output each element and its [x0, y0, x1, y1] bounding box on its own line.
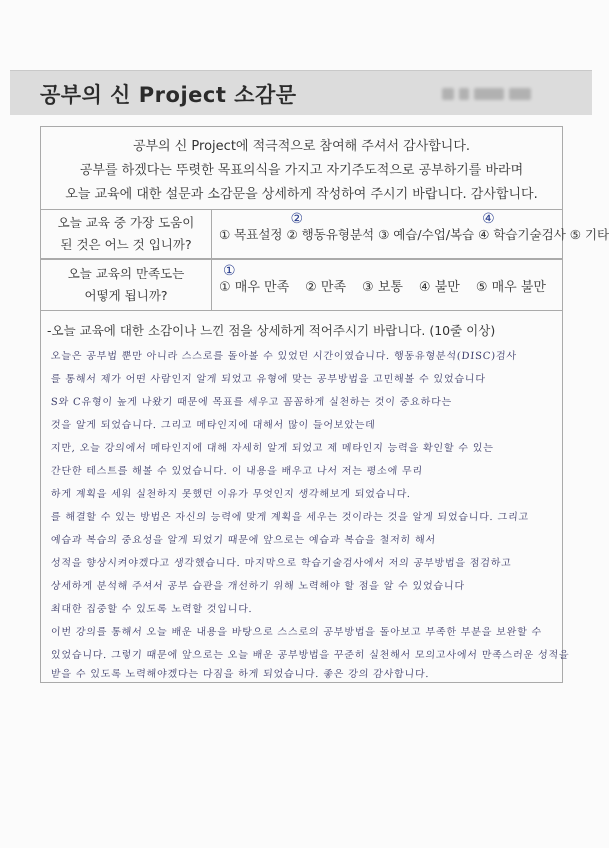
option-dissatisfied[interactable]: ④ 불만: [418, 279, 460, 295]
check-mark: ④: [482, 211, 495, 227]
question-helpful-options: [219, 210, 609, 258]
option-other[interactable]: ⑤ 기타: [569, 227, 609, 242]
redacted-name: [442, 85, 552, 101]
handwritten-line: S와 C유형이 높게 나왔기 때문에 목표를 세우고 꼼꼼하게 실천하는 것이 중요하다는: [50, 397, 453, 408]
option-very-satisfied[interactable]: ① ① 매우 만족: [219, 262, 290, 295]
handwritten-line: 간단한 테스트를 해볼 수 있었습니다. 이 내용을 배우고 나서 저는 평소에 무리: [50, 466, 424, 477]
option-neutral[interactable]: ③ 보통: [362, 279, 403, 295]
comment-heading: -오늘 교육에 대한 소감이나 느낀 점을 상세하게 적어주시기 바랍니다. (10줄 이상): [47, 323, 496, 338]
handwritten-line: 상세하게 분석해 주셔서 공부 습관을 개선하기 위해 노력해야 할 점을 알 수 있었습니다: [50, 581, 466, 592]
handwritten-line: 최대한 집중할 수 있도록 노력할 것입니다.: [50, 604, 253, 615]
check-mark: ①: [223, 262, 236, 279]
question-satisfaction-options: [219, 260, 556, 310]
handwritten-line: 이번 강의를 통해서 오늘 배운 내용을 바탕으로 스스로의 공부방법을 돌아보고 부족한 부분을 보완할 수: [50, 627, 543, 638]
handwritten-line: 지만, 오늘 강의에서 메타인지에 대해 자세히 알게 되었고 제 메타인지 능력을 확인할 수 있는: [50, 443, 494, 454]
option-behavior-analysis[interactable]: ② ② 행동유형분석: [286, 211, 375, 242]
handwritten-line: 성적을 향상시켜야겠다고 생각했습니다. 마지막으로 학습기술검사에서 저의 공부방법을 점검하고: [50, 558, 512, 569]
question-helpful-label: 오늘 교육 중 가장 도움이 된 것은 어느 것 입니까?: [41, 210, 212, 258]
question-helpful: [40, 209, 609, 259]
handwritten-line: 를 해결할 수 있는 방법은 자신의 능력에 맞게 계획을 세우는 것이라는 것을 알게 되었습니다. 그리고: [50, 512, 530, 523]
option-very-dissatisfied[interactable]: ⑤ 매우 불만: [475, 279, 546, 295]
handwritten-line: 하게 계획을 세워 실천하지 못했던 이유가 무엇인지 생각해보게 되었습니다.: [50, 489, 412, 500]
intro-text: [40, 126, 563, 209]
intro-line: 공부를 하겠다는 뚜렷한 목표의식을 가지고 자기주도적으로 공부하기를 바라며: [79, 163, 524, 178]
handwritten-line: 있었습니다. 그렇기 때문에 앞으로는 오늘 배운 공부방법을 꾸준히 실천해서 모의고사에서 만족스러운 성적을: [50, 650, 570, 661]
handwritten-line: 것을 알게 되었습니다. 그리고 메타인지에 대해서 많이 들어보았는데: [50, 420, 376, 431]
question-satisfaction-label: 오늘 교육의 만족도는 어떻게 됩니까?: [41, 260, 212, 310]
handwritten-line: 받을 수 있도록 노력해야겠다는 다짐을 하게 되었습니다. 좋은 강의 감사합니다.: [50, 669, 430, 680]
intro-line: 공부의 신 Project에 적극적으로 참여해 주셔서 감사합니다.: [132, 139, 471, 154]
option-review[interactable]: ③ 예습/수업/복습: [378, 227, 475, 242]
check-mark: ②: [290, 211, 304, 227]
handwritten-line: 를 통해서 제가 어떤 사람인지 알게 되었고 유형에 맞는 공부방법을 고민해볼 수 있었습니다: [50, 374, 487, 385]
header-bar: [10, 70, 592, 115]
option-learning-skill[interactable]: ④ ④ 학습기술검사: [478, 211, 566, 242]
page-title: 공부의 신 Project 소감문: [40, 83, 297, 107]
handwritten-line: 예습과 복습의 중요성을 알게 되었기 때문에 앞으로는 예습과 복습을 철저히 해서: [50, 535, 437, 546]
option-satisfied[interactable]: ② 만족: [305, 279, 347, 295]
handwritten-line: 오늘은 공부법 뿐만 아니라 스스로를 돌아볼 수 있었던 시간이였습니다. 행동유형분석(DISC)검사: [50, 351, 518, 362]
question-satisfaction: [40, 259, 563, 311]
intro-line: 오늘 교육에 대한 설문과 소감문을 상세하게 작성하여 주시기 바랍니다. 감사합니다.: [65, 187, 538, 202]
option-goal-setting[interactable]: ① 목표설정: [219, 227, 283, 242]
comment-area[interactable]: [40, 311, 570, 683]
